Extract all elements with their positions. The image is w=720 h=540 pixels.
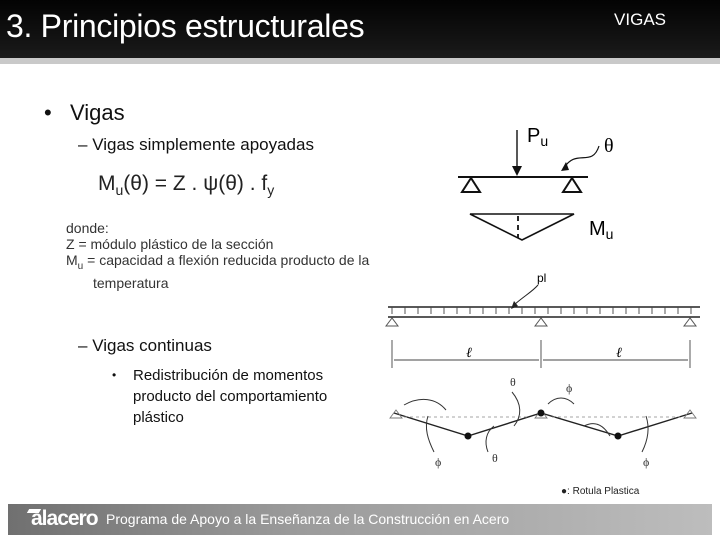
continuous-supports [386, 318, 696, 326]
formula-m: M [98, 172, 116, 195]
dash-icon: – [78, 336, 88, 355]
footer-bar [8, 504, 712, 535]
continuous-beam-diagram [386, 271, 700, 497]
plastic-hinge-1 [465, 433, 472, 440]
bullet-dot-icon: • [44, 100, 52, 125]
definition-heading: donde: [66, 220, 109, 236]
pl-label: pl [537, 271, 547, 285]
load-arrow-icon [512, 166, 522, 176]
plastic-hinge-2 [538, 410, 545, 417]
definition-mu-m: M [66, 252, 78, 268]
hinge-legend: ●: Rotula Plastica [561, 486, 640, 497]
definition-mu-rest: = capacidad a flexión reducida producto de la [83, 252, 370, 268]
plastic-hinge-3 [615, 433, 622, 440]
rotation-arcs [404, 392, 648, 452]
span-dimensions [392, 340, 690, 368]
moment-diagram [470, 214, 574, 240]
definition-z: Z = módulo plástico de la sección [66, 236, 274, 252]
distributed-load-arrows [392, 307, 691, 314]
theta-b-label: θ [492, 451, 498, 465]
sub-sub-bullet-text: Redistribución de momentos producto del comportamiento plástico [133, 367, 328, 426]
sub-bullet-text: Vigas continuas [92, 336, 212, 355]
phi-a-label: ϕ [435, 455, 442, 469]
bullet-text: Vigas [70, 100, 125, 125]
phi-b-label: ϕ [566, 381, 573, 395]
span-label-2: ℓ [616, 346, 622, 361]
load-label: $P_u$ [527, 125, 549, 149]
theta-a-label: θ [510, 375, 516, 389]
dash-icon: – [78, 135, 88, 154]
collapse-mechanism-line [394, 413, 692, 436]
program-name: Programa de Apoyo a la Enseñanza de la Construcción en Acero [106, 511, 510, 527]
formula-sub-y: y [267, 182, 275, 199]
formula-body: (θ) = Z . ψ(θ) . f [123, 172, 268, 195]
span-label-1: ℓ [466, 346, 472, 361]
alacero-logo: alacero [31, 507, 98, 530]
rotation-curve [564, 146, 599, 168]
page-title: 3. Principios estructurales [6, 8, 365, 44]
formula-sub-u: u [115, 182, 124, 199]
definition-mu-sub: u [77, 260, 84, 272]
bullet-dot-icon: • [112, 368, 117, 382]
support-right-icon [563, 178, 581, 192]
sub-bullet-text: Vigas simplemente apoyadas [92, 135, 314, 154]
definition-mu-cont: temperatura [93, 274, 169, 291]
support-left-icon [462, 178, 480, 192]
theta-label: θ [604, 135, 614, 157]
simply-supported-beam-diagram [458, 125, 614, 242]
section-tag: VIGAS [614, 10, 666, 29]
phi-c-label: ϕ [643, 455, 650, 469]
moment-label: $M_u$ [589, 218, 614, 242]
